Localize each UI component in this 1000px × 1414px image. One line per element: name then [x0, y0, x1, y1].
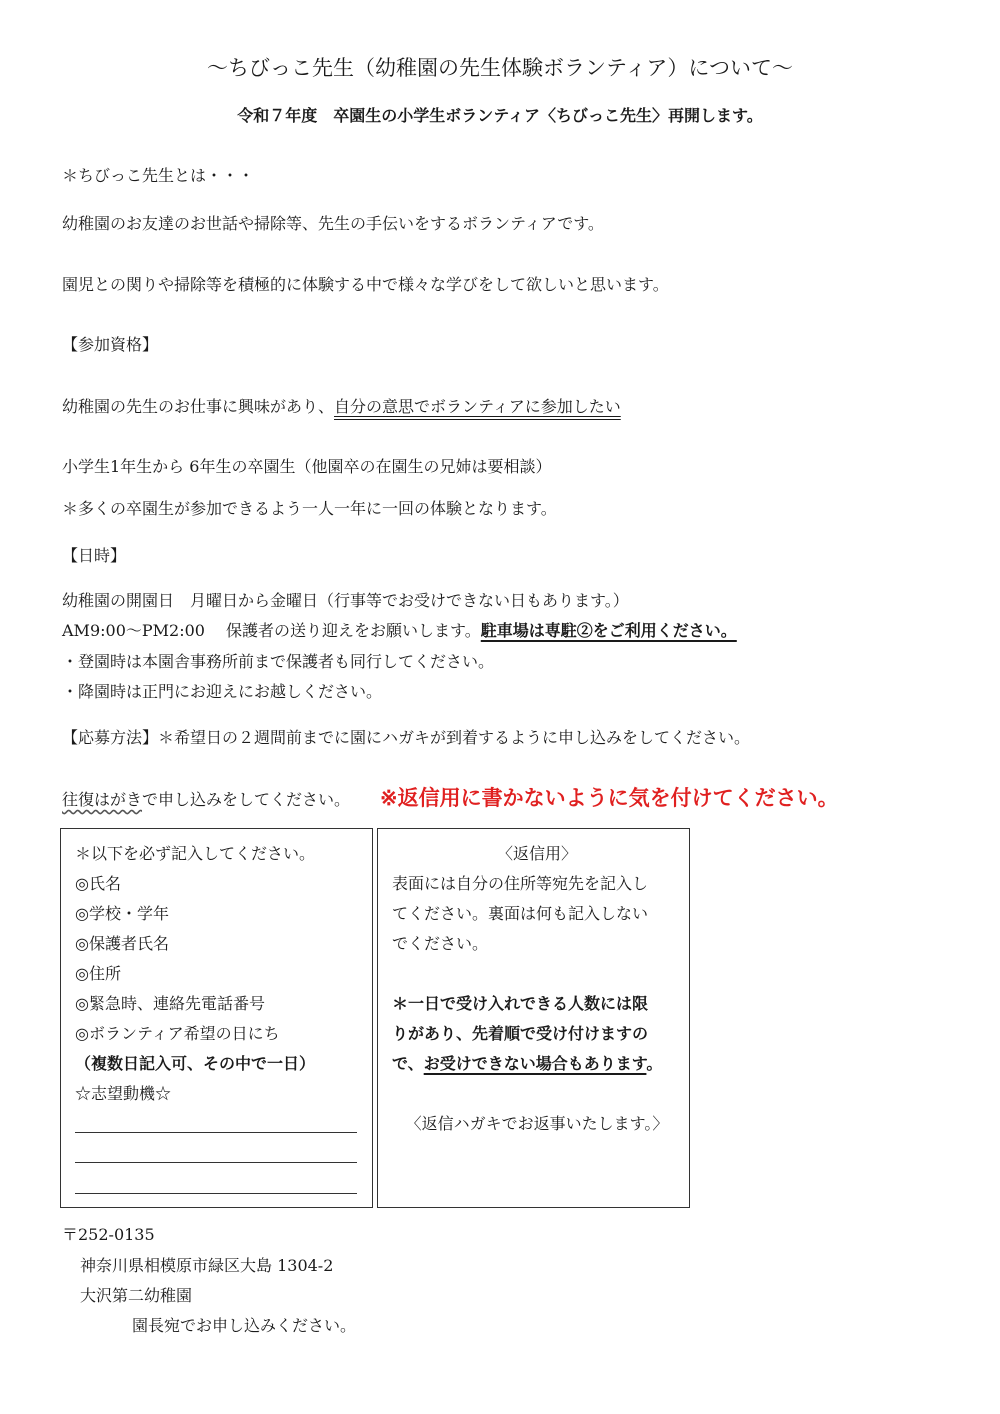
eligibility-line-2: 小学生1年生から 6年生の卒園生（他園卒の在園生の兄姉は要相談） — [62, 457, 552, 476]
reply-para-2-line: りがあり、先着順で受け付けますの — [392, 1024, 649, 1043]
list-item: ◎氏名 — [75, 874, 121, 893]
application-method — [62, 782, 839, 812]
schedule-line-2-prefix: AM9:00〜PM2:00 保護者の送り迎えをお願いします。 — [62, 621, 481, 640]
postal-code: 〒252-0135 — [62, 1225, 155, 1244]
about-line-1: 幼稚園のお友達のお世話や掃除等、先生の手伝いをするボランティアです。 — [62, 214, 604, 233]
writing-line — [75, 1162, 357, 1163]
writing-line — [75, 1193, 357, 1194]
warning-text: ※返信用に書かないように気を付けてください。 — [380, 785, 839, 810]
schedule-line-3: ・登園時は本園舎事務所前まで保護者も同行してください。 — [62, 652, 495, 671]
application-heading: 【応募方法】 — [62, 728, 159, 747]
street-address: 神奈川県相模原市緑区大島 1304‐2 — [80, 1256, 334, 1275]
writing-line — [75, 1132, 357, 1133]
school-name: 大沢第二幼稚園 — [80, 1286, 193, 1305]
list-item: ◎住所 — [75, 964, 121, 983]
schedule-line-2 — [62, 618, 737, 641]
address-attention: 園長宛でお申し込みください。 — [132, 1316, 357, 1335]
application-method-wavy: 往復はがき — [62, 790, 143, 809]
left-box-intro: ＊以下を必ず記入してください。 — [75, 844, 316, 863]
left-box-motive: ☆志望動機☆ — [75, 1084, 172, 1103]
reply-para-1-line: 表面には自分の住所等宛先を記入し — [392, 874, 649, 893]
page-title: 〜ちびっこ先生（幼稚園の先生体験ボランティア）について〜 — [207, 56, 793, 80]
reply-para-1-line: てください。裏面は何も記入しない — [392, 904, 649, 923]
left-box-note: （複数日記入可、その中で一日） — [75, 1054, 316, 1073]
schedule-line-1: 幼稚園の開園日 月曜日から金曜日（行事等でお受けできない日もあります。） — [62, 591, 629, 610]
application-method-rest: で申し込みをしてください。 — [142, 790, 351, 809]
reply-para-2-line: ＊一日で受け入れできる人数には限 — [392, 994, 649, 1013]
about-line-2: 園児との関りや掃除等を積極的に体験する中で様々な学びをして欲しいと思います。 — [62, 275, 669, 294]
required-info-box — [60, 828, 373, 1208]
reply-card-box — [377, 828, 690, 1208]
schedule-line-4: ・降園時は正門にお迎えにお越しください。 — [62, 682, 383, 701]
schedule-heading: 【日時】 — [62, 546, 127, 565]
list-item: ◎学校・学年 — [75, 904, 169, 923]
application-instruction: ＊希望日の２週間前までに園にハガキが到着するように申し込みをしてください。 — [158, 728, 751, 747]
application-line — [62, 725, 750, 748]
reply-para-2-underlined: お受けできない場合もあります — [423, 1054, 647, 1073]
eligibility-line-3: ＊多くの卒園生が参加できるよう一人一年に一回の体験となります。 — [62, 499, 557, 518]
reply-heading: 〈返信用〉 — [496, 844, 577, 863]
page-subtitle: 令和７年度 卒園生の小学生ボランティア〈ちびっこ先生〉再開します。 — [237, 106, 763, 125]
reply-para-2-last-prefix: で、 — [392, 1054, 424, 1073]
list-item: ◎保護者氏名 — [75, 934, 169, 953]
eligibility-line-1 — [62, 394, 621, 417]
eligibility-line-1-underlined: 自分の意思でボランティアに参加したい — [334, 397, 621, 416]
reply-para-2-last-line — [392, 1051, 682, 1074]
reply-para-2-last-suffix: 。 — [646, 1054, 663, 1073]
about-question: ＊ちびっこ先生とは・・・ — [62, 166, 255, 185]
reply-closing: 〈返信ハガキでお返事いたします。〉 — [405, 1114, 669, 1133]
eligibility-line-1-prefix: 幼稚園の先生のお仕事に興味があり、 — [62, 397, 335, 416]
eligibility-heading: 【参加資格】 — [62, 335, 159, 354]
parking-note: 駐車場は専駐②をご利用ください。 — [480, 621, 737, 640]
reply-para-1-line: でください。 — [392, 934, 489, 953]
list-item: ◎緊急時、連絡先電話番号 — [75, 994, 265, 1013]
list-item: ◎ボランティア希望の日にち — [75, 1024, 280, 1043]
